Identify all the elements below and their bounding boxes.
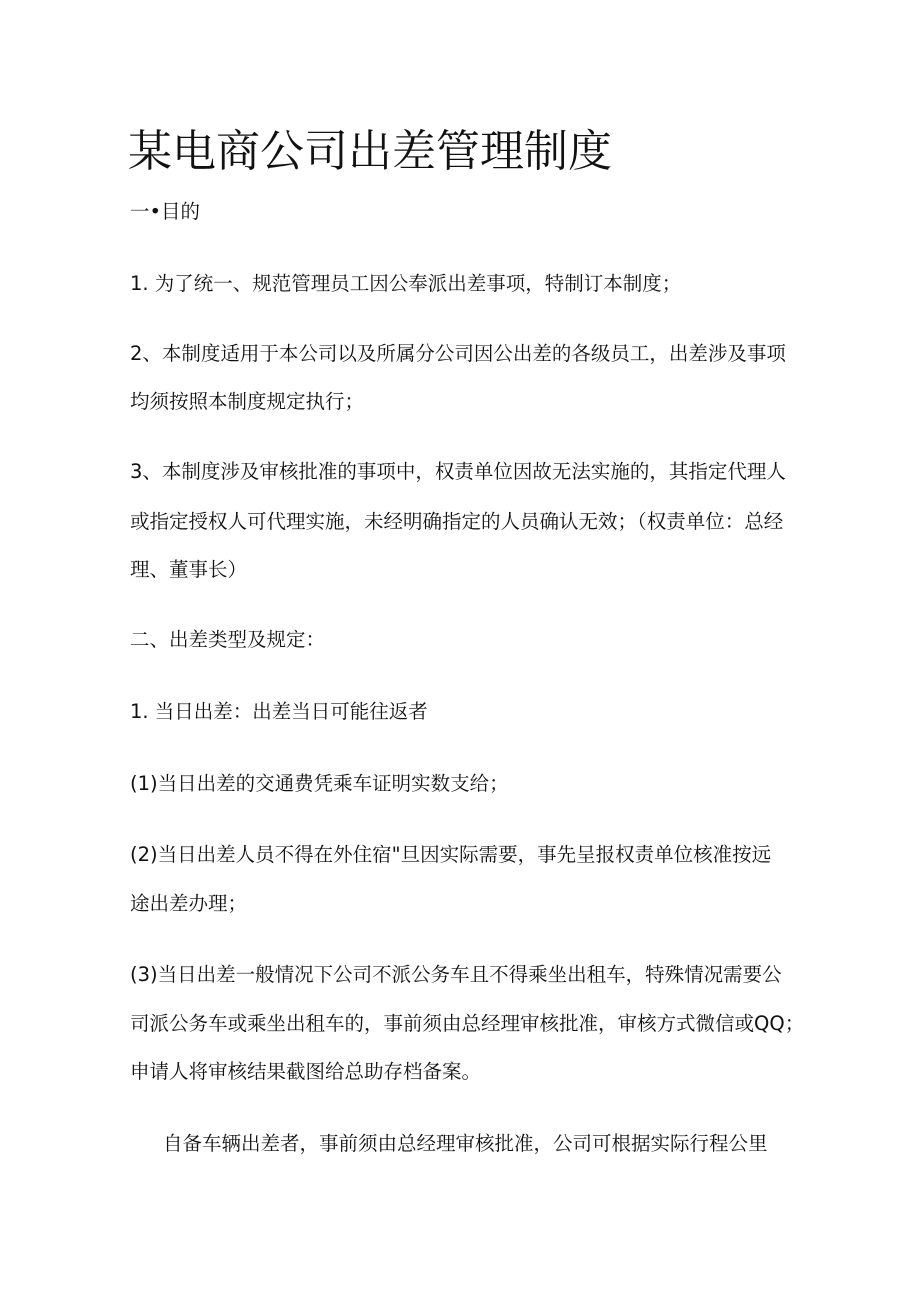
section-1-item-3-line-3: 理、董事长） [130, 558, 248, 581]
section-1-item-3-line-2: 或指定授权人可代理实施，未经明确指定的人员确认无效；（权责单位：总经 [130, 510, 784, 533]
section-2-subitem-2-line-2: 途出差办理； [130, 892, 248, 915]
section-1-item-2-line-2: 均须按照本制度规定执行； [130, 390, 365, 413]
section-2-subitem-1: (1)当日出差的交通费凭乘车证明实数支给； [130, 772, 509, 795]
section-2-item-1: 1. 当日出差：出差当日可能往返者 [130, 700, 428, 723]
section-2-subitem-3-line-1: (3)当日出差一般情况下公司不派公务车且不得乘坐出租车，特殊情况需要公 [130, 963, 782, 986]
section-2-heading: 二、出差类型及规定： [130, 628, 326, 651]
section-1-item-1: 1. 为了统一、规范管理员工因公奉派出差事项，特制订本制度； [130, 272, 682, 295]
section-2-paragraph: 自备车辆出差者，事前须由总经理审核批准，公司可根据实际行程公里 [163, 1132, 768, 1155]
section-2-subitem-2-line-1: (2)当日出差人员不得在外住宿"旦因实际需要，事先呈报权责单位核准按远 [130, 843, 772, 866]
section-1-item-3-line-1: 3、本制度涉及审核批准的事项中，权责单位因故无法实施的，其指定代理人 [130, 460, 786, 483]
section-2-subitem-3-line-2: 司派公务车或乘坐出租车的，事前须由总经理审核批准，审核方式微信或QQ； [130, 1012, 805, 1035]
document-title: 某电商公司出差管理制度 [128, 126, 612, 177]
section-1-item-2-line-1: 2、本制度适用于本公司以及所属分公司因公出差的各级员工，出差涉及事项 [130, 342, 786, 365]
section-1-heading: 一•目的 [130, 200, 201, 223]
section-2-subitem-3-line-3: 申请人将审核结果截图给总助存档备案。 [130, 1060, 482, 1083]
